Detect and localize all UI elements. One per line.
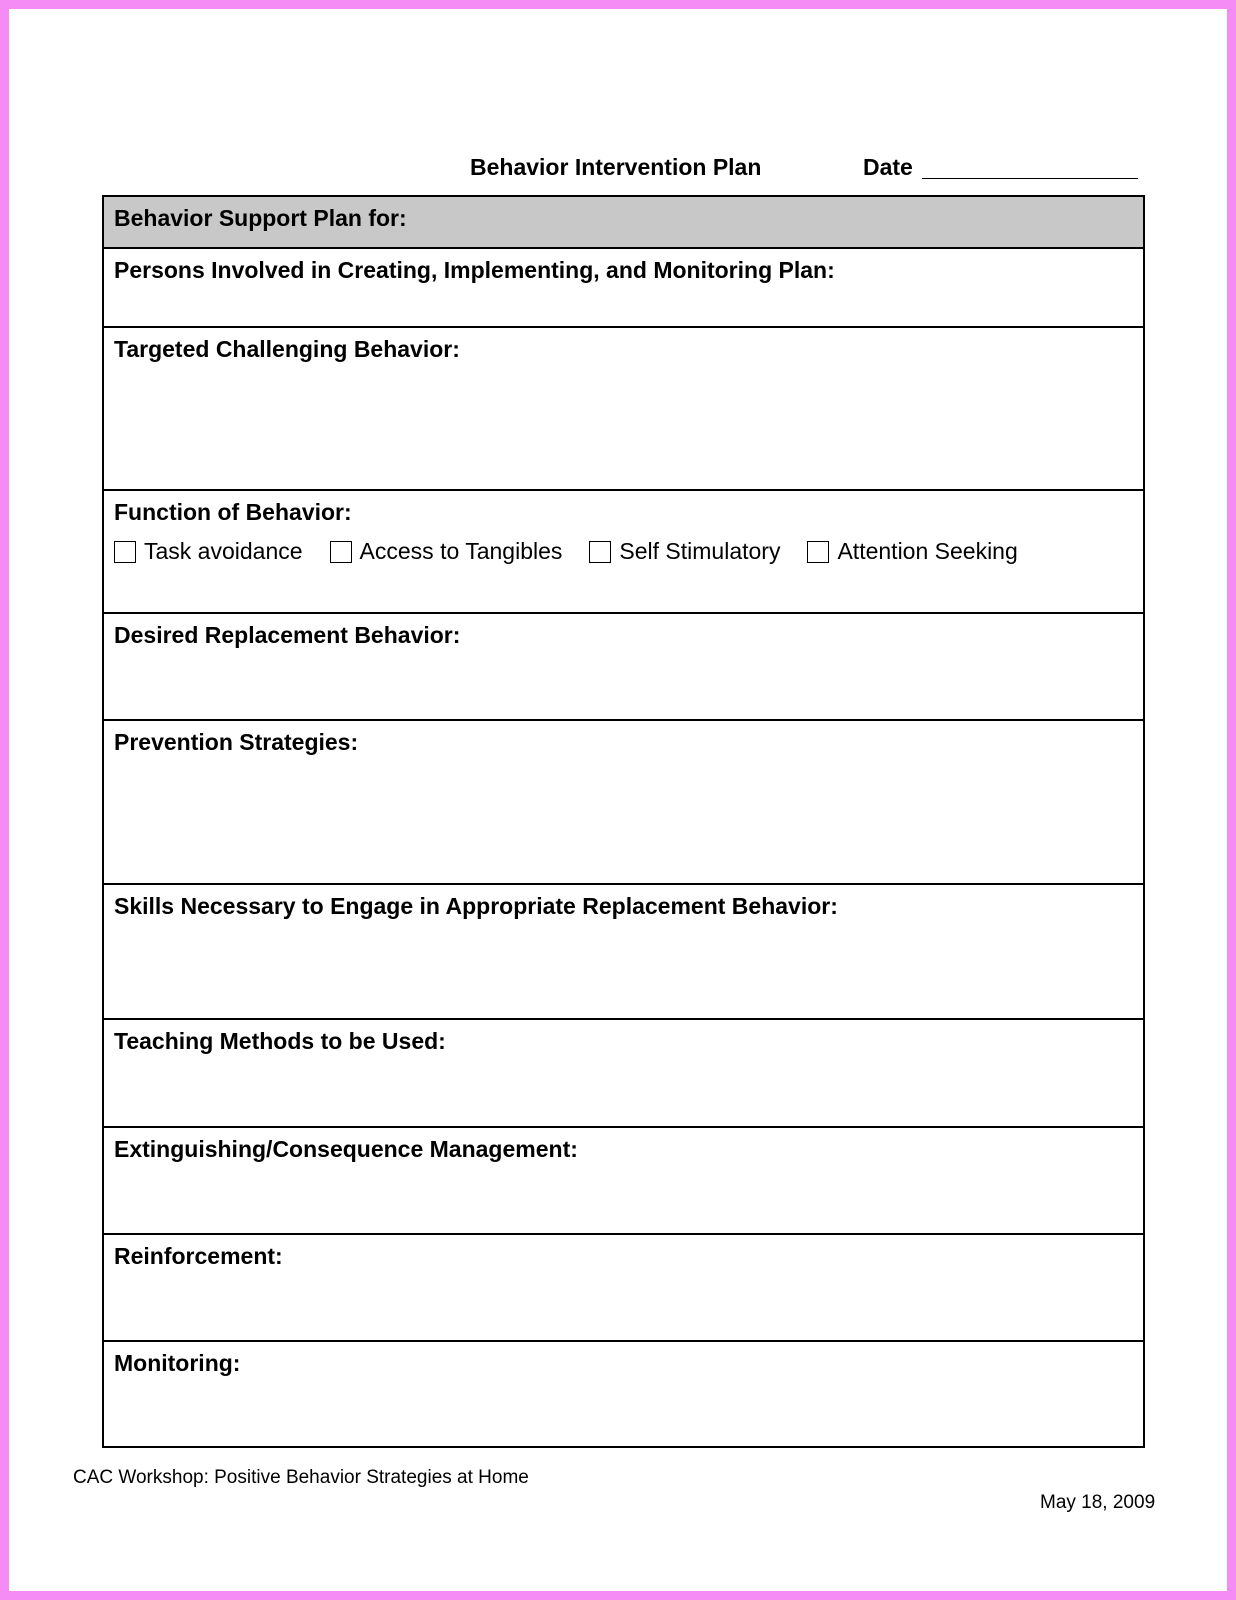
section-label: Teaching Methods to be Used: [114,1028,446,1054]
section-consequence-management[interactable] [104,1126,1143,1233]
section-prevention-strategies[interactable] [104,719,1143,883]
checkbox[interactable] [589,541,611,563]
date-field[interactable] [922,178,1138,179]
section-label: Monitoring: [114,1350,241,1376]
option-label: Task avoidance [144,538,303,564]
checkbox[interactable] [114,541,136,563]
option-access-to-tangibles[interactable] [330,538,563,565]
option-label: Attention Seeking [837,538,1018,564]
date-label: Date [863,154,913,180]
form-header [0,152,1236,182]
section-monitoring[interactable] [104,1340,1143,1446]
section-label: Skills Necessary to Engage in Appropriate Replacement Behavior: [114,893,838,919]
option-label: Self Stimulatory [619,538,781,564]
section-label: Persons Involved in Creating, Implementing, and Monitoring Plan: [114,257,835,283]
section-reinforcement[interactable] [104,1233,1143,1340]
form-title: Behavior Intervention Plan [470,154,762,180]
section-targeted-behavior[interactable] [104,326,1143,489]
option-task-avoidance[interactable] [114,538,303,565]
option-self-stimulatory[interactable] [589,538,780,565]
behavior-plan-form [102,195,1145,1448]
section-label: Prevention Strategies: [114,729,359,755]
section-persons-involved[interactable] [104,247,1143,326]
section-function-of-behavior [104,489,1143,612]
section-skills-necessary[interactable] [104,883,1143,1018]
option-label: Access to Tangibles [359,538,563,564]
section-label: Function of Behavior: [114,499,352,525]
footer-workshop-title: CAC Workshop: Positive Behavior Strategies at Home [73,1467,529,1488]
section-label: Desired Replacement Behavior: [114,622,461,648]
section-replacement-behavior[interactable] [104,612,1143,719]
section-label: Targeted Challenging Behavior: [114,336,460,362]
option-attention-seeking[interactable] [807,538,1017,565]
section-label: Extinguishing/Consequence Management: [114,1136,578,1162]
section-label: Reinforcement: [114,1243,283,1269]
checkbox[interactable] [807,541,829,563]
section-support-plan-for[interactable] [104,197,1143,247]
section-teaching-methods[interactable] [104,1018,1143,1126]
checkbox[interactable] [330,541,352,563]
function-options [114,538,1133,565]
section-label: Behavior Support Plan for: [114,205,407,231]
footer-date: May 18, 2009 [1040,1492,1156,1513]
